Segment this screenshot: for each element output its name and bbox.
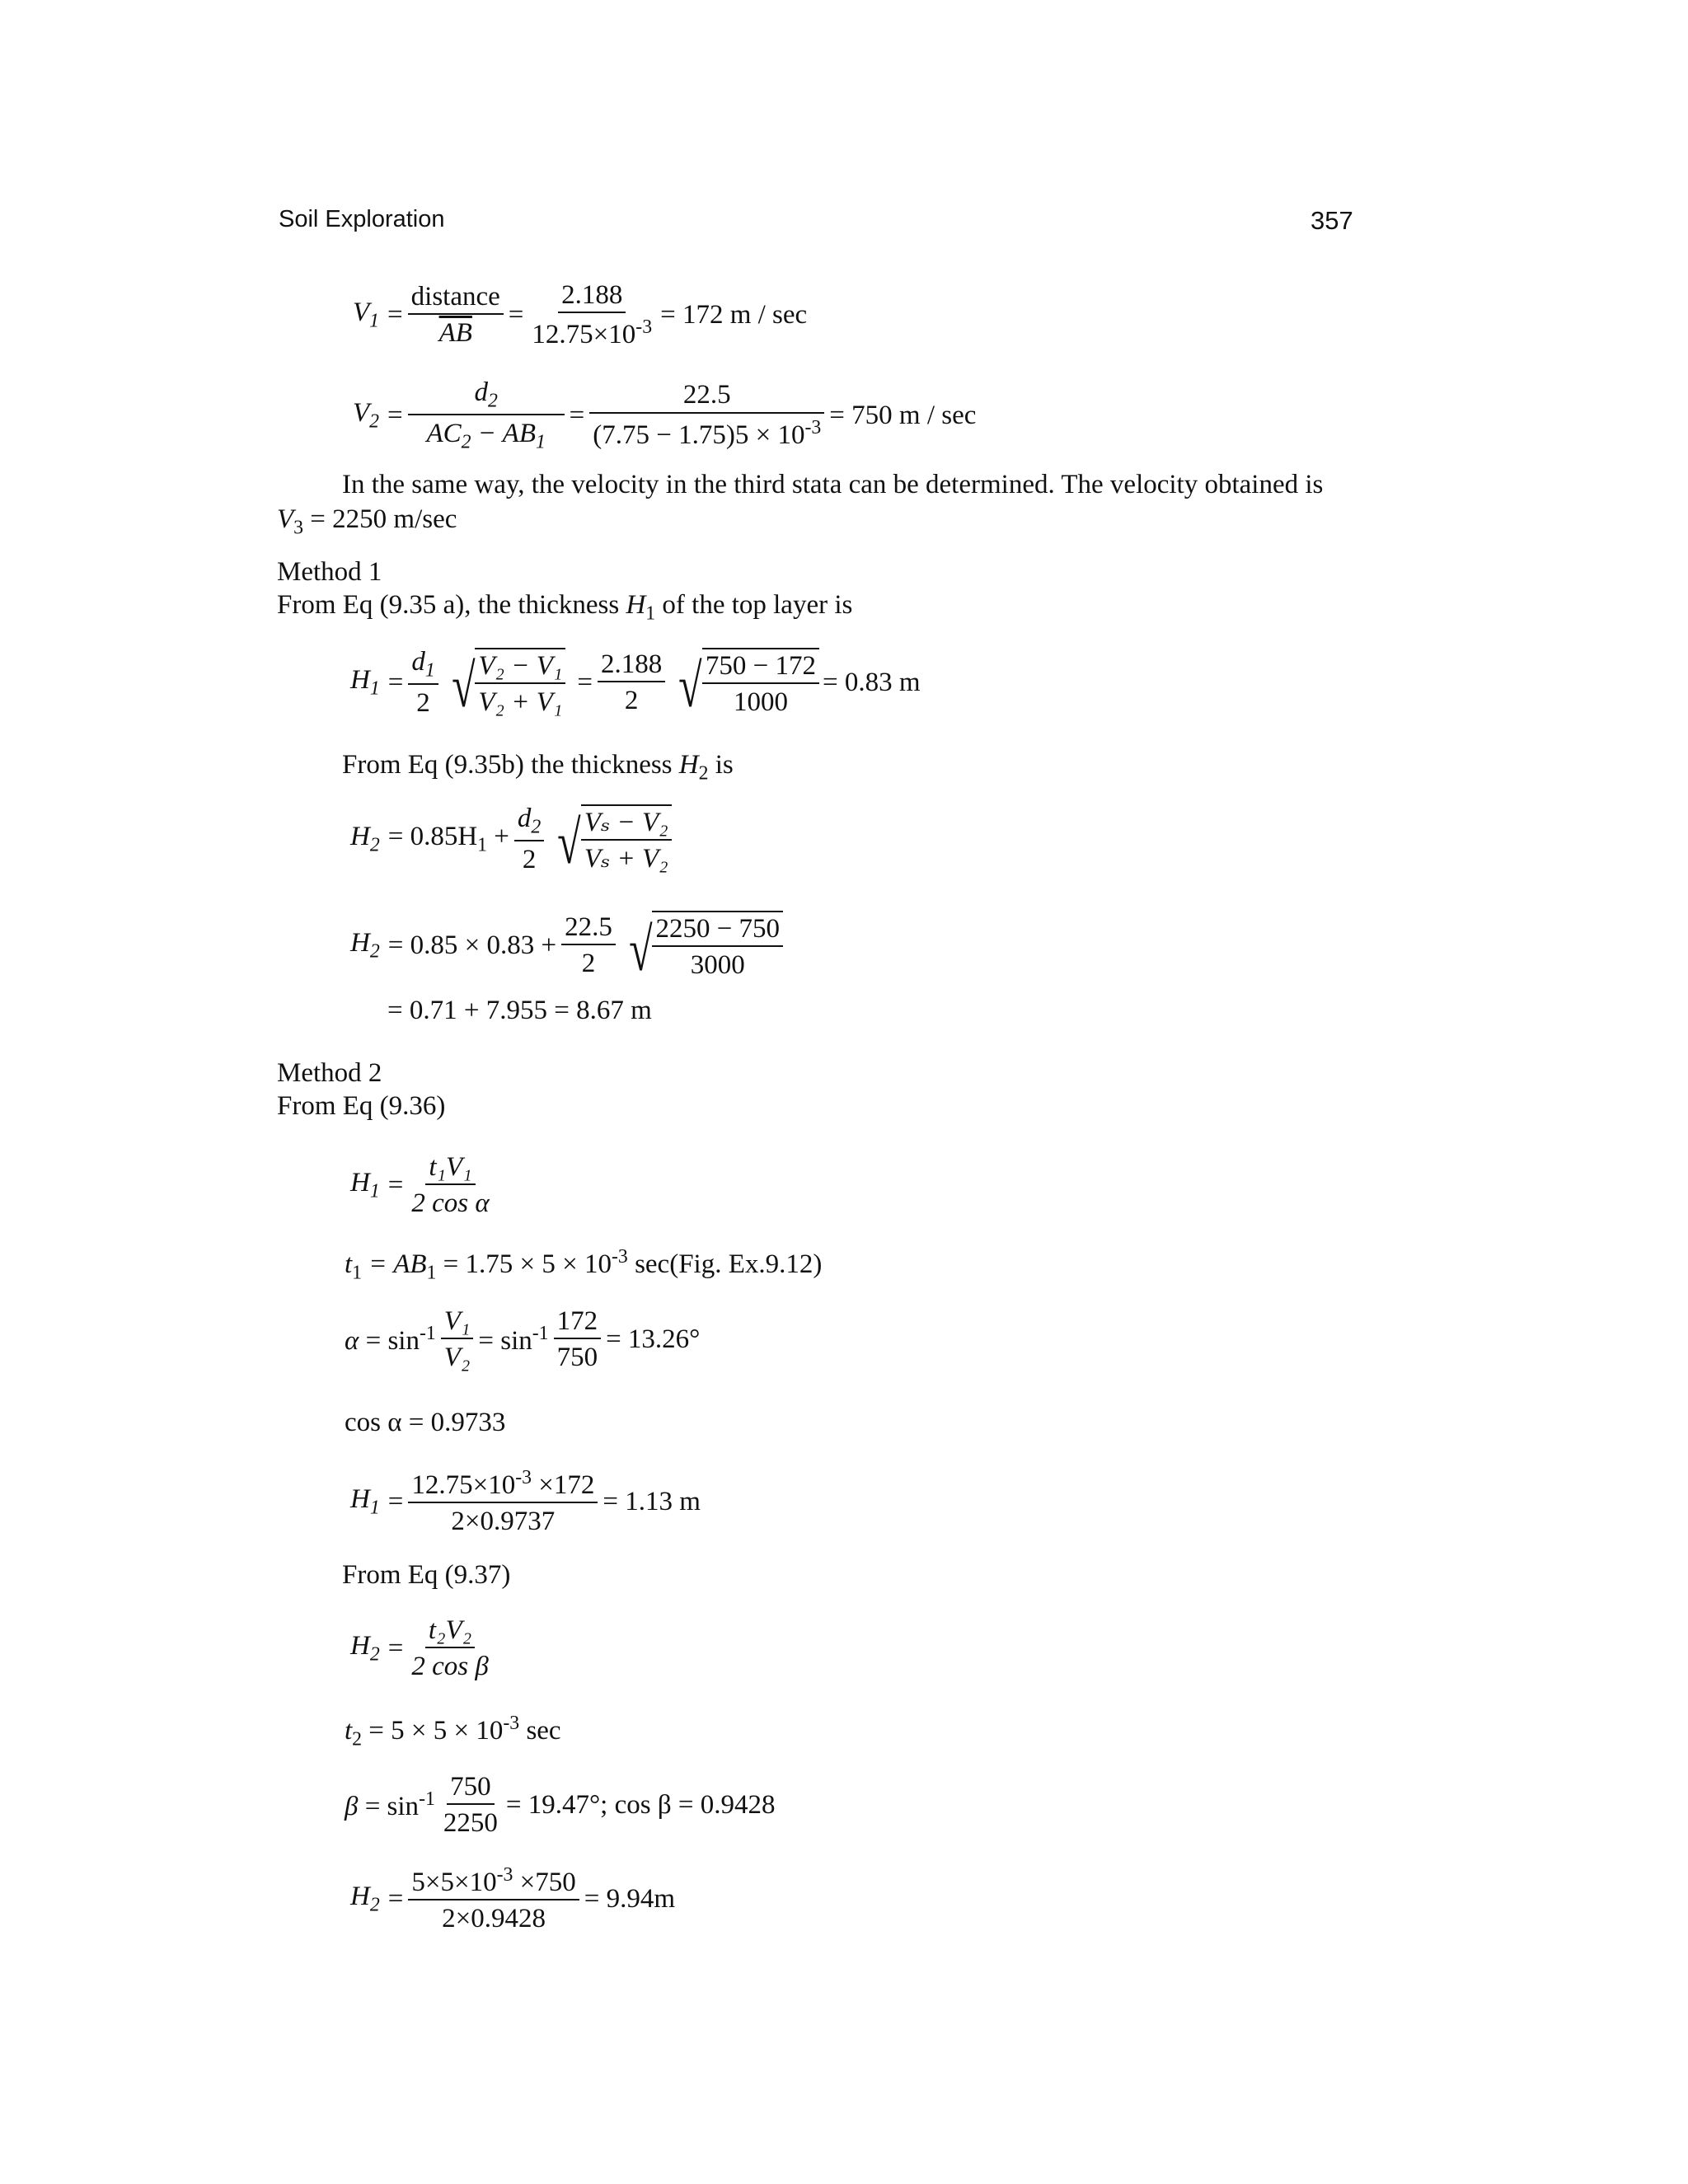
method-1-intro-2: From Eq (9.35b) the thickness $H_2$ is bbox=[342, 750, 734, 785]
fraction-denominator: $AC_2 - AB_1$ bbox=[426, 418, 546, 453]
equals-sign: = bbox=[569, 400, 585, 430]
eq-lhs: $H_2$ bbox=[350, 1631, 380, 1666]
fraction-value: $\frac{750}{2250}$ bbox=[443, 1772, 498, 1839]
paragraph-line-1: In the same way, the velocity in the third stata can be determined. The velocity obtained is bbox=[342, 470, 1324, 499]
equation-result: = 0.83 m bbox=[823, 667, 921, 697]
fraction-value: $\frac{2.188}{2}$ bbox=[598, 649, 665, 716]
equation-t1: $t_1 = AB_1 = 1.75 \times 5 \times 10^{-3}$ sec(Fig. Ex.9.12) bbox=[345, 1246, 823, 1284]
equals-sign: = bbox=[387, 667, 404, 697]
fraction-value bbox=[528, 280, 655, 350]
fraction-value: $\frac{12.75\times 10^{-3} \times 172}{2\times 0.9737}$ bbox=[408, 1467, 598, 1537]
equation-v1 bbox=[353, 280, 807, 350]
equation-h2-substitution: $H_2$ = 0.85 × 0.83 + $\frac{22.5}{2}$ √ $\frac{2250 - 750}{3000}$ bbox=[350, 911, 786, 981]
equation-h2-formula: $H_2$ = $0.85H_1$ + $\frac{d_2}{2}$ √ $\frac{\text{Vₛ − V₂}}{\text{Vₛ + V₂}}$ bbox=[350, 804, 675, 874]
equation-result: = 172 m / sec bbox=[660, 300, 808, 330]
square-root: √ $\frac{\text{Vₛ − V₂}}{\text{Vₛ + V₂}}$ bbox=[552, 804, 671, 874]
running-header-section: Soil Exploration bbox=[279, 206, 445, 232]
equation-v2 bbox=[353, 377, 976, 452]
equals-sign: = bbox=[387, 300, 403, 330]
eq-lhs: $H_1$ bbox=[350, 1484, 380, 1520]
fraction-d2-over-ac2-ab1 bbox=[408, 377, 565, 452]
fraction-t1v1-over-2cos-alpha: $\frac{\text{t₁V₁}}{\text{2 cos α}}$ bbox=[411, 1152, 490, 1219]
fraction-denominator: $12.75\times 10^{-3}$ bbox=[532, 316, 653, 350]
eq-lhs: $V_1$ bbox=[353, 298, 380, 333]
fraction-value: $\frac{172}{750}$ bbox=[554, 1306, 602, 1373]
fraction-numerator: $d_2$ bbox=[408, 377, 565, 415]
eq-lhs: $H_2$ bbox=[350, 1882, 380, 1917]
fraction-denominator: AB bbox=[438, 318, 472, 349]
fraction-numerator: distance bbox=[408, 282, 504, 315]
equation-beta: $\beta = \sin^{-1}$ $\frac{750}{2250}$ = 19.47°; cos β = 0.9428 bbox=[345, 1772, 776, 1839]
eq-lhs: $H_2$ bbox=[350, 822, 380, 856]
equation-h2-result: = 0.71 + 7.955 = 8.67 m bbox=[387, 996, 652, 1025]
fraction-value: $\frac{22.5}{2}$ bbox=[561, 912, 616, 979]
fraction-value bbox=[589, 380, 824, 450]
fraction-v1-over-v2: $\frac{\text{V₁}}{\text{V₂}}$ bbox=[441, 1306, 474, 1373]
fraction-d2-over-2: $\frac{d_2}{2}$ bbox=[514, 804, 544, 874]
square-root: √ $\frac{750 - 172}{1000}$ bbox=[673, 648, 819, 718]
fraction-numerator: 2.188 bbox=[558, 280, 626, 313]
paragraph-line-2: $V_3 = 2250$ m/sec bbox=[277, 504, 457, 539]
equation-h1-method1 bbox=[350, 647, 921, 721]
fraction-denominator: $(7.75 - 1.75)5 \times 10^{-3}$ bbox=[593, 416, 822, 450]
fraction-numerator: 22.5 bbox=[589, 380, 824, 413]
equals-sign: = bbox=[577, 667, 593, 697]
equation-h1-value: $H_1$ = $\frac{12.75\times 10^{-3} \times 172}{2\times 0.9737}$ = 1.13 m bbox=[350, 1467, 701, 1537]
eq-lhs: $H_2$ bbox=[350, 928, 380, 963]
method-1-heading: Method 1 bbox=[277, 557, 382, 587]
page-number: 357 bbox=[1311, 206, 1353, 235]
method-2-intro: From Eq (9.36) bbox=[277, 1091, 446, 1121]
square-root: √ $\frac{2250 - 750}{3000}$ bbox=[624, 911, 783, 981]
equals-sign: = bbox=[387, 400, 403, 430]
fraction-value: $\frac{5\times 5\times 10^{-3} \times 750}{2\times 0.9428}$ bbox=[408, 1864, 579, 1934]
equation-t2: $t_2 = 5 \times 5 \times 10^{-3}$ sec bbox=[345, 1713, 561, 1750]
square-root: √ $\frac{\text{V₂ − V₁}}{\text{V₂ + V₁}}$ bbox=[447, 648, 566, 718]
method-2-heading: Method 2 bbox=[277, 1058, 382, 1088]
equation-cos-alpha: cos α = 0.9733 bbox=[345, 1408, 506, 1437]
fraction-d1-over-2: $\frac{d_1}{2}$ bbox=[408, 647, 438, 718]
eq-lhs: $V_2$ bbox=[353, 397, 380, 433]
equation-h2-formula-method2: $H_2$ = $\frac{\text{t₂V₂}}{\text{2 cos β}}$ bbox=[350, 1615, 497, 1682]
eq-lhs: $H_1$ bbox=[350, 1168, 380, 1203]
eq-lhs: $H_1$ bbox=[350, 665, 380, 700]
fraction-t2v2-over-2cos-beta: $\frac{\text{t₂V₂}}{\text{2 cos β}}$ bbox=[411, 1615, 489, 1682]
equation-h2-value: $H_2$ = $\frac{5\times 5\times 10^{-3} \times 750}{2\times 0.9428}$ = 9.94m bbox=[350, 1864, 676, 1934]
method-1-intro: From Eq (9.35 a), the thickness $H_1$ of the top layer is bbox=[277, 590, 853, 625]
fraction-distance-over-ab bbox=[408, 282, 504, 349]
method-2-intro-2: From Eq (9.37) bbox=[342, 1560, 511, 1590]
equals-sign: = bbox=[508, 300, 524, 330]
equation-alpha: $\alpha = \sin^{-1}$ $\frac{\text{V₁}}{\text{V₂}}$ = $\sin^{-1}$ $\frac{172}{750}$ = 13.26° bbox=[345, 1306, 701, 1373]
equation-h1-formula: $H_1$ = $\frac{\text{t₁V₁}}{\text{2 cos α}}$ bbox=[350, 1152, 498, 1219]
equation-result: = 750 m / sec bbox=[829, 400, 977, 430]
